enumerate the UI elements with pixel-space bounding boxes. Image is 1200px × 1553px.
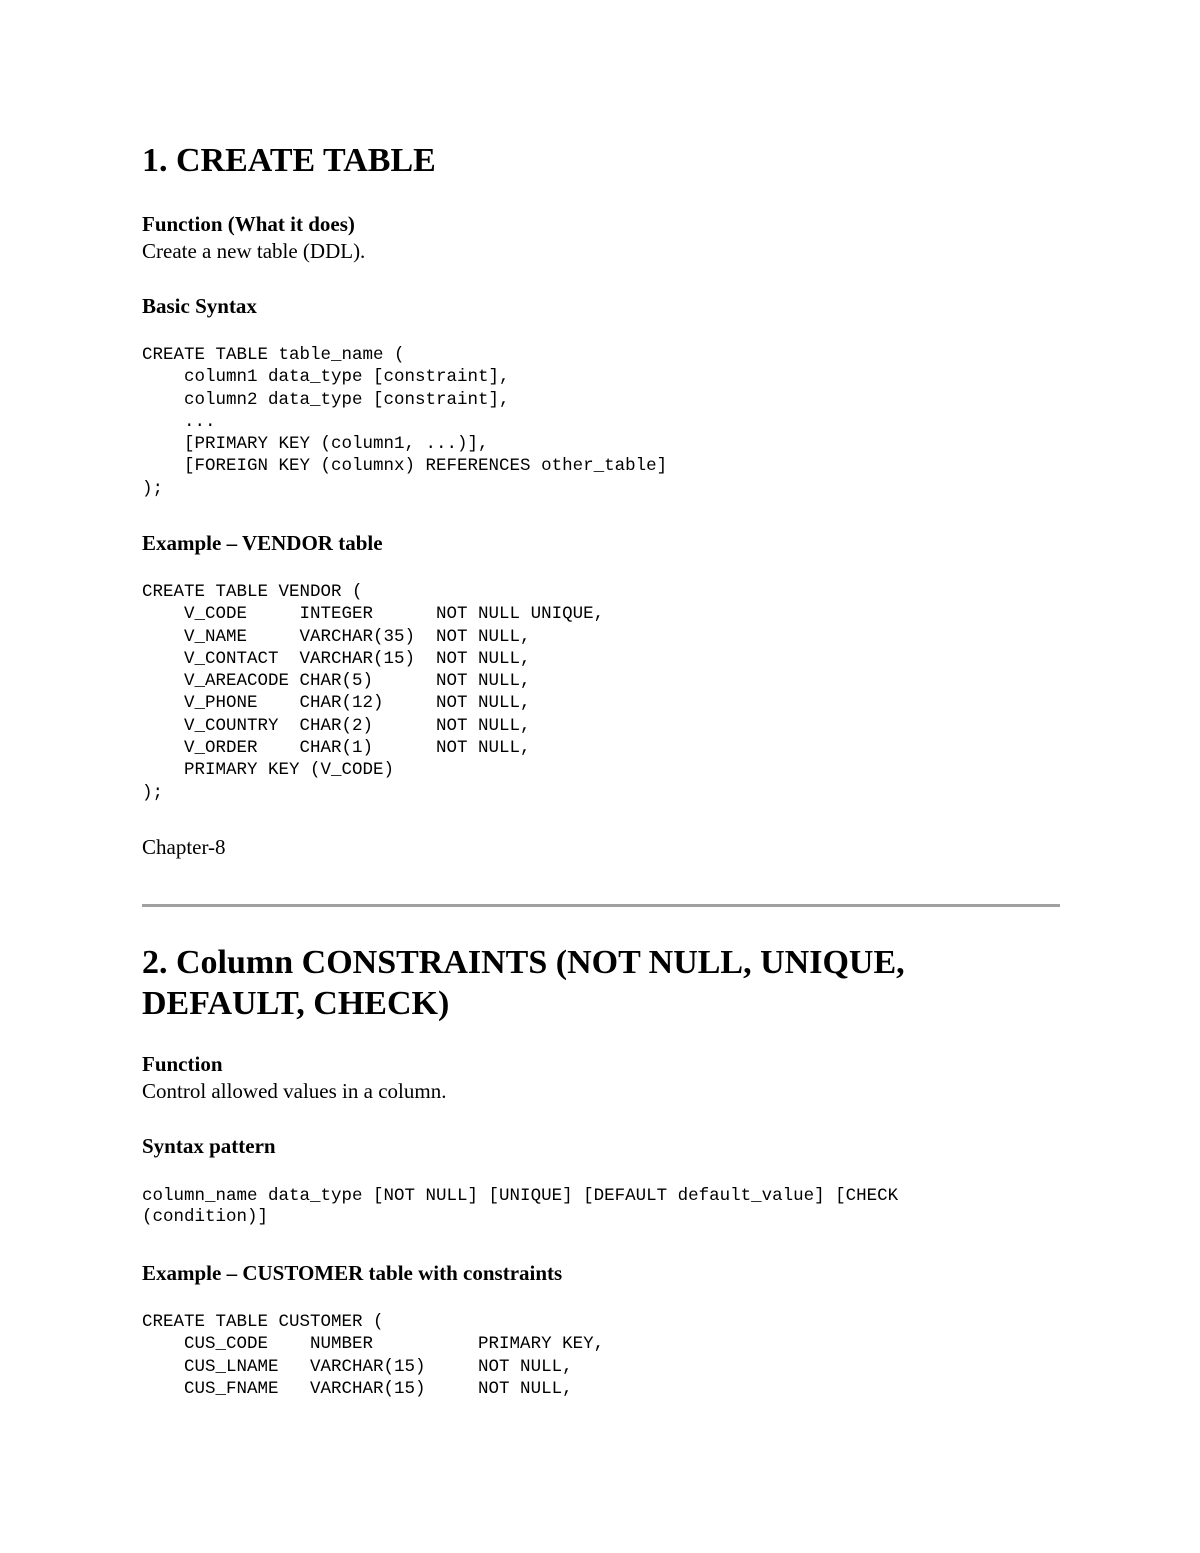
syntax-code-block: CREATE TABLE table_name ( column1 data_type [constraint], column2 data_type [constraint], ... [PRIMARY KEY (column1, ...)], [FOREIGN KEY (columnx) REFERENCES other_table] ); — [142, 345, 668, 499]
customer-example-heading: Example – CUSTOMER table with constraints — [142, 1261, 563, 1285]
function-text-2: Control allowed values in a column. — [142, 1079, 447, 1103]
function-text: Create a new table (DDL). — [142, 239, 366, 263]
syntax-pattern-code-block: column_name data_type [NOT NULL] [UNIQUE] [DEFAULT default_value] [CHECK (condition)] — [142, 1186, 899, 1227]
chapter-reference: Chapter-8 — [142, 835, 226, 859]
example-heading: Example – VENDOR table — [142, 531, 383, 555]
syntax-heading: Basic Syntax — [142, 294, 257, 318]
customer-code-block: CREATE TABLE CUSTOMER ( CUS_CODE NUMBER PRIMARY KEY, CUS_LNAME VARCHAR(15) NOT NULL, CUS_FNAME VARCHAR(15) NOT NULL, — [142, 1312, 605, 1399]
section-2-heading-line-1: 2. Column CONSTRAINTS (NOT NULL, UNIQUE, — [142, 944, 905, 981]
syntax-pattern-heading: Syntax pattern — [142, 1134, 276, 1158]
function-heading: Function (What it does) — [142, 212, 355, 236]
vendor-code-block: CREATE TABLE VENDOR ( V_CODE INTEGER NOT NULL UNIQUE, V_NAME VARCHAR(35) NOT NULL, V_CONTACT VARCHAR(15) NOT NULL, V_AREACODE CHAR(5) NOT NULL, V_PHONE CHAR(12) NOT NULL, V_COUNTRY CHAR(2) NOT NULL, V_ORDER CHAR(1) NOT NULL, PRIMARY KEY (V_CODE) ); — [142, 582, 605, 803]
section-1-heading: 1. CREATE TABLE — [142, 142, 436, 179]
function-heading-2: Function — [142, 1052, 223, 1076]
horizontal-divider — [142, 904, 1060, 907]
section-2-heading-line-2: DEFAULT, CHECK) — [142, 985, 450, 1022]
